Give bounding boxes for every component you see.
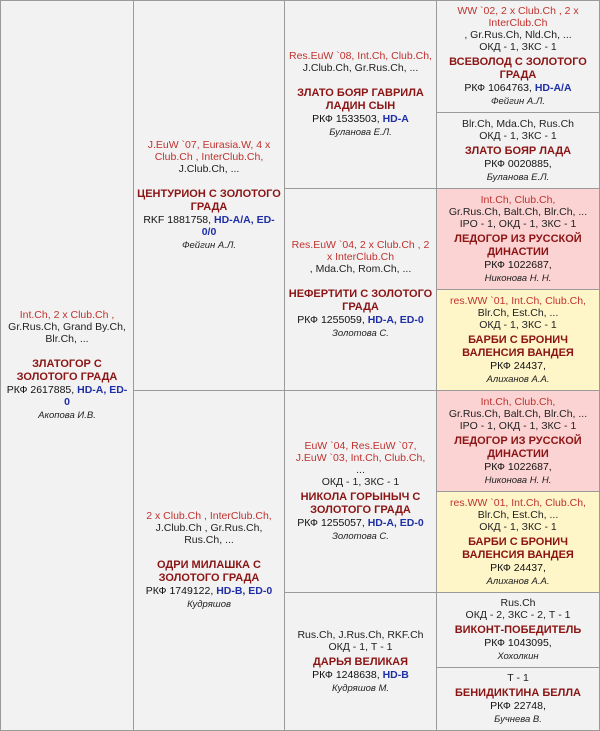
registration-number: РКФ 22748, xyxy=(490,700,546,712)
titles: Blr.Ch, Mda.Ch, Rus.Ch xyxy=(461,117,575,130)
registration-number: РКФ 1255059, xyxy=(297,314,365,326)
registration-number: РКФ 1022687, xyxy=(484,258,552,271)
pedigree-cell-subject xyxy=(0,0,134,731)
titles-red: Res.EuW `04, 2 x Club.Ch , 2 x InterClub.Ch xyxy=(291,239,430,263)
owner-name: Фейгин А.Л. xyxy=(181,240,237,251)
titles: J.Club.Ch, ... xyxy=(178,163,240,175)
health-status: HD-A, ED-0 xyxy=(367,517,424,529)
pedigree-cell-sds xyxy=(436,188,600,290)
dog-name: ЗЛАТО БОЯР ЛАДА xyxy=(464,144,572,157)
titles: , Gr.Rus.Ch, Nld.Ch, ... xyxy=(464,29,572,41)
titles: Rus.Ch, J.Rus.Ch, RKF.Ch xyxy=(297,628,424,641)
registration-number: РКФ 2617885, xyxy=(6,384,75,396)
tests: ОКД - 2, ЗКС - 2, Т - 1 xyxy=(465,609,571,621)
pedigree-cell-dam-sire xyxy=(284,390,437,593)
tests: ОКД - 1, ЗКС - 1 xyxy=(479,318,557,331)
dog-name: ЗЛАТО БОЯР ГАВРИЛА ЛАДИН СЫН xyxy=(297,87,424,112)
owner-name: Никонова Н. Н. xyxy=(484,474,552,486)
tests: ОКД - 1, ЗКС - 1 xyxy=(479,41,557,53)
health-status: HD-B xyxy=(382,668,409,681)
pedigree-cell-ddd xyxy=(436,667,600,731)
owner-name: Акопова И.В. xyxy=(38,410,96,421)
dog-name: ОДРИ МИЛАШКА С ЗОЛОТОГО ГРАДА xyxy=(157,559,261,584)
pedigree-cell-sire xyxy=(133,0,285,391)
titles-red: res.WW `01, Int.Ch, Club.Ch, xyxy=(450,294,586,307)
pedigree-cell-sire-dam xyxy=(284,188,437,391)
pedigree-cell-dam xyxy=(133,390,285,731)
titles-red: 2 x Club.Ch , InterClub.Ch, xyxy=(146,510,272,522)
registration-number: РКФ 1533503, xyxy=(312,113,380,125)
dog-name: БАРБИ С БРОНИЧ ВАЛЕНСИЯ ВАНДЕЯ xyxy=(462,535,574,561)
dog-name: ВСЕВОЛОД С ЗОЛОТОГО ГРАДА xyxy=(449,56,587,81)
tests: ОКД - 1, ЗКС - 1 xyxy=(479,129,557,142)
owner-name: Фейгин А.Л. xyxy=(490,96,546,107)
dog-name: БЕНИДИКТИНА БЕЛЛА xyxy=(454,687,582,699)
owner-name: Буланова Е.Л. xyxy=(329,127,392,138)
registration-number: RKF 1881758, xyxy=(143,214,212,226)
pedigree-cell-dsd xyxy=(436,491,600,593)
registration-number: РКФ 1043095, xyxy=(484,637,552,649)
health-status: HD-A, ED-0 xyxy=(367,314,424,326)
owner-name: Золотова С. xyxy=(332,531,389,542)
health-status: HD-A xyxy=(382,113,409,125)
owner-name: Алиханов А.А. xyxy=(486,373,550,385)
titles-red: Res.EuW `08, Int.Ch, Club.Ch, xyxy=(289,50,432,62)
tests: IPO - 1, ОКД - 1, ЗКС - 1 xyxy=(459,217,577,230)
titles: Blr.Ch, Est.Ch, ... xyxy=(477,306,559,319)
dog-name: ЛЕДОГОР ИЗ РУССКОЙ ДИНАСТИИ xyxy=(454,232,582,258)
owner-name: Алиханов А.А. xyxy=(486,575,550,587)
dog-name: БАРБИ С БРОНИЧ ВАЛЕНСИЯ ВАНДЕЯ xyxy=(462,333,574,359)
pedigree-cell-sire-sire xyxy=(284,0,437,189)
registration-number: РКФ 24437, xyxy=(490,359,546,372)
dog-name: ЛЕДОГОР ИЗ РУССКОЙ ДИНАСТИИ xyxy=(454,434,582,460)
titles-red: Int.Ch, 2 x Club.Ch , xyxy=(19,309,115,321)
tests: Т - 1 xyxy=(507,672,529,684)
dog-name: ЗЛАТОГОР С ЗОЛОТОГО ГРАДА xyxy=(16,358,118,383)
titles: Rus.Ch xyxy=(500,597,536,609)
dog-name: ДАРЬЯ ВЕЛИКАЯ xyxy=(312,655,409,668)
owner-name: Хохолкин xyxy=(497,651,539,662)
pedigree-cell-sdd xyxy=(436,289,600,391)
registration-number: РКФ 1749122, xyxy=(145,585,214,597)
health-status: HD-B, ED-0 xyxy=(216,585,273,597)
registration-number: РКФ 0020885, xyxy=(484,157,552,170)
dog-name: ЦЕНТУРИОН С ЗОЛОТОГО ГРАДА xyxy=(137,188,281,213)
owner-name: Бучнева В. xyxy=(494,714,542,725)
owner-name: Кудряшов xyxy=(187,599,231,610)
titles: J.Club.Ch , Gr.Rus.Ch, Rus.Ch, ... xyxy=(155,522,263,546)
titles-red: res.WW `01, Int.Ch, Club.Ch, xyxy=(450,496,586,509)
pedigree-cell-sss xyxy=(436,0,600,113)
owner-name: Кудряшов М. xyxy=(331,682,390,694)
titles-red: EuW `04, Res.EuW `07, J.EuW `03, Int.Ch, Club.Ch, xyxy=(295,440,426,464)
health-status: HD-A, ED-0 xyxy=(64,384,128,408)
tests: ОКД - 1, Т - 1 xyxy=(328,640,393,653)
titles: Gr.Rus.Ch, Balt.Ch, Blr.Ch, ... xyxy=(448,407,588,420)
pedigree-cell-ssd xyxy=(436,112,600,189)
titles: ... xyxy=(356,464,365,476)
registration-number: РКФ 1255057, xyxy=(297,517,365,529)
registration-number: РКФ 1248638, xyxy=(312,668,380,681)
health-status: HD-A/A xyxy=(534,82,572,94)
titles: Gr.Rus.Ch, Grand By.Ch, Blr.Ch, ... xyxy=(8,321,126,345)
titles: Blr.Ch, Est.Ch, ... xyxy=(477,508,559,521)
registration-number: РКФ 1064763, xyxy=(464,82,532,94)
registration-number: РКФ 24437, xyxy=(490,561,546,574)
pedigree-cell-dss xyxy=(436,390,600,492)
tests: ОКД - 1, ЗКС - 1 xyxy=(321,476,400,488)
pedigree-cell-dam-dam xyxy=(284,592,437,731)
dog-name: НЕФЕРТИТИ С ЗОЛОТОГО ГРАДА xyxy=(288,288,433,313)
health-status: HD-A/A, ED-0/0 xyxy=(201,214,275,238)
titles: , Mda.Ch, Rom.Ch, ... xyxy=(309,263,412,275)
titles-red: J.EuW `07, Eurasia.W, 4 x Club.Ch , InterClub.Ch, xyxy=(147,139,271,163)
owner-name: Золотова С. xyxy=(332,328,389,339)
titles-red: WW `02, 2 x Club.Ch , 2 x InterClub.Ch xyxy=(457,5,579,29)
titles-red: Int.Ch, Club.Ch, xyxy=(480,193,556,206)
tests: ОКД - 1, ЗКС - 1 xyxy=(479,520,557,533)
pedigree-cell-dds xyxy=(436,592,600,668)
dog-name: ВИКОНТ-ПОБЕДИТЕЛЬ xyxy=(454,624,582,636)
dog-name: НИКОЛА ГОРЫНЫЧ С ЗОЛОТОГО ГРАДА xyxy=(300,491,421,516)
titles-red: Int.Ch, Club.Ch, xyxy=(480,395,556,408)
registration-number: РКФ 1022687, xyxy=(484,460,552,473)
titles: J.Club.Ch, Gr.Rus.Ch, ... xyxy=(302,62,419,74)
owner-name: Никонова Н. Н. xyxy=(484,272,552,284)
tests: IPO - 1, ОКД - 1, ЗКС - 1 xyxy=(459,419,577,432)
titles: Gr.Rus.Ch, Balt.Ch, Blr.Ch, ... xyxy=(448,205,588,218)
owner-name: Буланова Е.Л. xyxy=(486,171,550,183)
